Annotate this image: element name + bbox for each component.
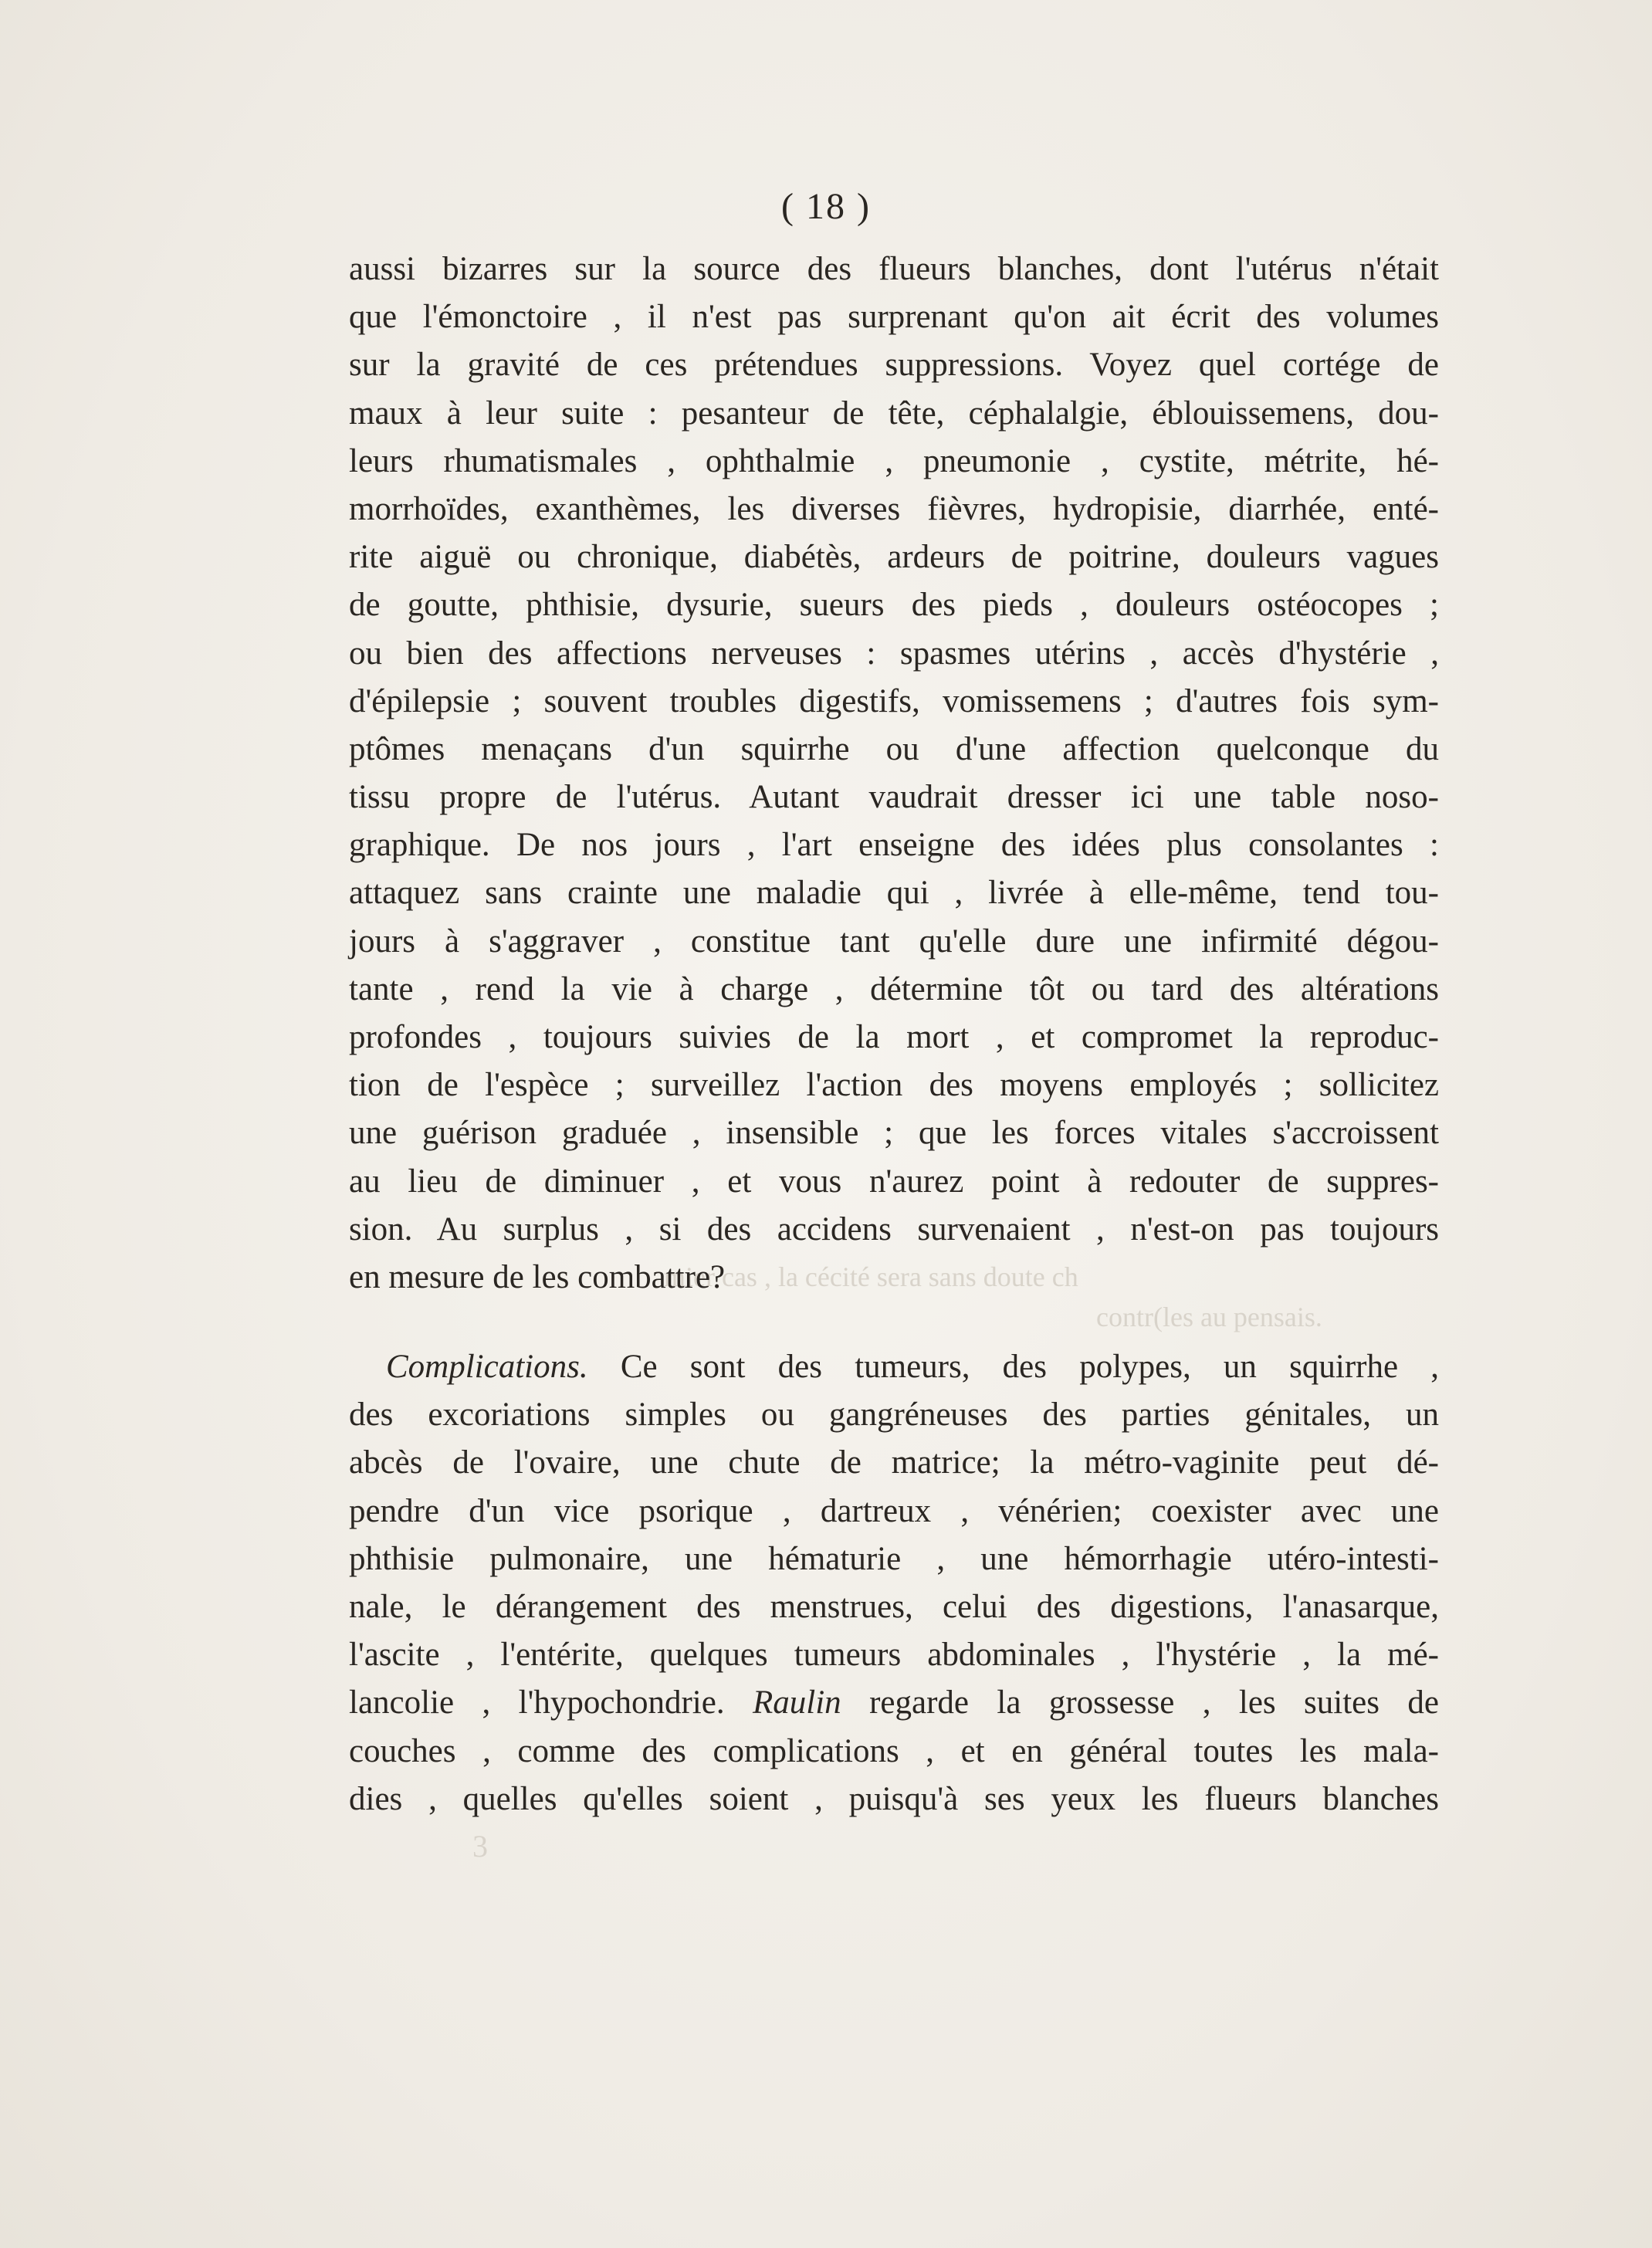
text-line: que l'émonctoire , il n'est pas surprenant qu'on ait écrit des volumes	[349, 299, 1439, 336]
text-fragment: lancolie , l'hypochondrie.	[349, 1684, 725, 1722]
paragraph-1	[349, 245, 1439, 1302]
text-line: d'épilepsie ; souvent troubles digestifs, vomissemens ; d'autres fois sym-	[349, 682, 1439, 719]
text-line: l'ascite , l'entérite, quelques tumeurs abdominales , l'hystérie , la mé-	[349, 1637, 1439, 1674]
text-line: ptômes menaçans d'un squirrhe ou d'une affection quelconque du	[349, 730, 1439, 767]
bleed-through-text: contr(les au pensais.	[1096, 1302, 1322, 1332]
text-line: morrhoïdes, exanthèmes, les diverses fièvres, hydropisie, diarrhée, enté-	[349, 490, 1439, 527]
text-fragment: regarde la grossesse , les suites de	[869, 1684, 1440, 1722]
text-line: attaquez sans crainte une maladie qui , livrée à elle-même, tend tou-	[349, 875, 1439, 912]
text-line: leurs rhumatismales , ophthalmie , pneumonie , cystite, métrite, hé-	[349, 442, 1439, 479]
text-line: une guérison graduée , insensible ; que les forces vitales s'accroissent	[349, 1115, 1439, 1152]
text-line: phthisie pulmonaire, une hématurie , une hémorrhagie utéro-intesti-	[349, 1540, 1439, 1577]
text-line: des excoriations simples ou gangréneuses des parties génitales, un	[349, 1397, 1439, 1434]
text-line	[349, 1343, 1439, 1391]
bleed-through-text: mier cas , la cécité sera sans doute ch	[664, 1261, 1078, 1292]
text-line: sur la gravité de ces prétendues suppressions. Voyez quel cortége de	[349, 347, 1439, 384]
text-line: au lieu de diminuer , et vous n'aurez point à redouter de suppres-	[349, 1163, 1439, 1200]
text-line: couches , comme des complications , et en général toutes les mala-	[349, 1732, 1439, 1769]
text-line	[349, 1679, 1439, 1727]
text-line: ou bien des affections nerveuses : spasmes utérins , accès d'hystérie ,	[349, 635, 1439, 672]
text-line: graphique. De nos jours , l'art enseigne des idées plus consolantes :	[349, 827, 1439, 864]
page-number: ( 18 )	[781, 186, 871, 227]
paragraph-2	[349, 1343, 1439, 1823]
text-line: tion de l'espèce ; surveillez l'action des moyens employés ; sollicitez	[349, 1067, 1439, 1104]
text-line: sion. Au surplus , si des accidens survenaient , n'est-on pas toujours	[349, 1210, 1439, 1248]
text-line: dies , quelles qu'elles soient , puisqu'à ses yeux les flueurs blanches	[349, 1780, 1439, 1817]
author-name: Raulin	[753, 1684, 841, 1722]
text-fragment: Ce sont des tumeurs, des polypes, un squirrhe ,	[620, 1349, 1440, 1385]
bleed-through-text: 3	[472, 1829, 488, 1864]
text-line: maux à leur suite : pesanteur de tête, céphalalgie, éblouissemens, dou-	[349, 394, 1439, 432]
text-line: abcès de l'ovaire, une chute de matrice; la métro-vaginite peut dé-	[349, 1444, 1439, 1481]
text-line: tissu propre de l'utérus. Autant vaudrait dresser ici une table noso-	[349, 779, 1439, 816]
text-line: jours à s'aggraver , constitue tant qu'elle dure une infirmité dégou-	[349, 923, 1439, 960]
text-line: tante , rend la vie à charge , détermine tôt ou tard des altérations	[349, 970, 1439, 1007]
text-line: nale, le dérangement des menstrues, celui des digestions, l'anasarque,	[349, 1588, 1439, 1625]
text-line: rite aiguë ou chronique, diabétès, ardeurs de poitrine, douleurs vagues	[349, 539, 1439, 576]
text-line: pendre d'un vice psorique , dartreux , vénérien; coexister avec une	[349, 1492, 1439, 1529]
text-line: profondes , toujours suivies de la mort , et compromet la reproduc-	[349, 1019, 1439, 1055]
text-line: aussi bizarres sur la source des flueurs blanches, dont l'utérus n'était	[349, 251, 1439, 287]
text-line: en mesure de les combattre?	[349, 1258, 726, 1295]
text-line: de goutte, phthisie, dysurie, sueurs des pieds , douleurs ostéocopes ;	[349, 587, 1439, 624]
section-heading: Complications.	[386, 1349, 588, 1385]
